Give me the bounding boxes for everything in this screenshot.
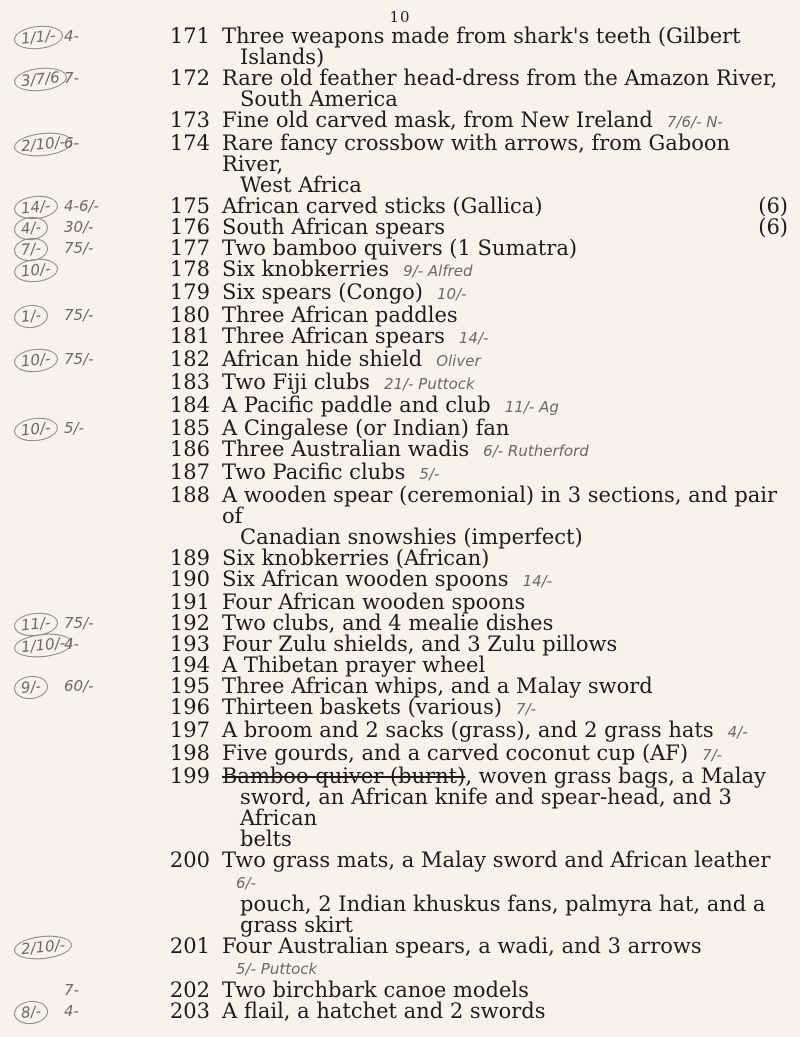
margin-note: 1/- [13, 303, 49, 329]
lot-number: 174 [169, 131, 210, 155]
pencil-annotation: 6/- Rutherford [483, 442, 589, 460]
description-line: Fine old carved mask, from New Ireland 7/6/- N- [222, 108, 723, 132]
description-line: A flail, a hatchet and 2 swords [222, 999, 546, 1023]
lot-number: 187 [169, 460, 210, 484]
margin-note: 10/- [13, 416, 59, 443]
description-line: Four African wooden spoons [222, 590, 526, 614]
lot-entry [0, 676, 800, 697]
lot-number: 171 [169, 24, 210, 48]
lot-number: 196 [169, 695, 210, 719]
description-line: Six knobkerries (African) [222, 546, 490, 570]
pencil-annotation: 14/- [458, 329, 489, 347]
lot-description [222, 259, 792, 282]
lot-number: 181 [169, 324, 210, 348]
description-line: Rare fancy crossbow with arrows, from Gaboon River, [222, 131, 731, 176]
pencil-annotation: Oliver [436, 352, 481, 370]
lot-number: 173 [169, 108, 210, 132]
lot-entry [0, 720, 800, 743]
struck-text: Bamboo quiver (burnt) [222, 764, 466, 788]
lot-number: 179 [169, 280, 210, 304]
lot-description [222, 418, 792, 439]
margin-note: 7/- [13, 236, 49, 262]
lot-description [222, 548, 792, 569]
lot-number: 185 [169, 416, 210, 440]
lot-entry [0, 133, 800, 196]
lot-description [222, 980, 792, 1001]
description-line: Two birchbark canoe models [222, 978, 529, 1002]
pencil-annotation: 7/- [702, 746, 723, 764]
lot-description [222, 676, 792, 697]
description-line: Two grass mats, a Malay sword and African leather6/- [222, 848, 771, 892]
description-line: Four Zulu shields, and 3 Zulu pillows [222, 632, 618, 656]
margin-note: 10/- [13, 257, 59, 284]
lot-number: 195 [169, 674, 210, 698]
lot-entry [0, 766, 800, 850]
pencil-annotation: 7/6/- N- [666, 113, 723, 131]
lot-entry [0, 217, 800, 238]
lot-entry [0, 569, 800, 592]
lot-entry [0, 439, 800, 462]
lot-entry [0, 326, 800, 349]
lot-entry [0, 743, 800, 766]
quantity: (6) [758, 215, 788, 239]
lot-description [222, 592, 792, 613]
lot-number: 193 [169, 632, 210, 656]
lot-number: 175 [169, 194, 210, 218]
lot-description [222, 238, 792, 259]
lot-entry [0, 485, 800, 548]
margin-note: 4/- [13, 215, 49, 241]
lot-number: 176 [169, 215, 210, 239]
pencil-annotation: 21/- Puttock [383, 375, 475, 393]
pencil-annotation: 7/- [516, 700, 537, 718]
lot-number: 197 [169, 718, 210, 742]
description-line: African hide shield Oliver [222, 347, 481, 371]
lot-number: 189 [169, 546, 210, 570]
description-line: African carved sticks (Gallica) [222, 194, 543, 218]
description-line: Four Australian spears, a wadi, and 3 arrows5/- Puttock [222, 934, 702, 978]
lot-entry [0, 936, 800, 980]
lot-description [222, 720, 792, 743]
lot-entry [0, 372, 800, 395]
lot-entry [0, 462, 800, 485]
lot-description [222, 326, 792, 349]
lot-description [222, 850, 792, 936]
pencil-annotation: 6/- [236, 874, 257, 892]
description-line: Thirteen baskets (various) 7/- [222, 695, 537, 719]
price-mark: 7- [64, 69, 79, 87]
lot-entry [0, 634, 800, 655]
price-mark: 60/- [64, 677, 94, 695]
margin-note: 10/- [13, 347, 59, 374]
price-mark: 7- [64, 981, 79, 999]
price-mark: 6- [64, 134, 79, 152]
lot-list [0, 26, 800, 1022]
lot-number: 203 [169, 999, 210, 1023]
price-mark: 75/- [64, 614, 94, 632]
description-line: Three Australian wadis 6/- Rutherford [222, 437, 589, 461]
lot-entry [0, 980, 800, 1001]
lot-number: 201 [169, 934, 210, 958]
description-line: belts [240, 827, 292, 851]
lot-number: 178 [169, 257, 210, 281]
lot-entry [0, 68, 800, 110]
lot-number: 198 [169, 741, 210, 765]
lot-number: 191 [169, 590, 210, 614]
description-line: Two Pacific clubs 5/- [222, 460, 440, 484]
lot-number: 183 [169, 370, 210, 394]
lot-description [222, 613, 792, 634]
pencil-annotation: 11/- Ag [504, 398, 559, 416]
pencil-annotation: 5/- Puttock [236, 960, 318, 978]
price-mark: 4- [64, 27, 79, 45]
lot-entry [0, 655, 800, 676]
lot-number: 202 [169, 978, 210, 1002]
description-line: Six knobkerries 9/- Alfred [222, 257, 473, 281]
description-line: sword, an African knife and spear-head, and 3 African [240, 785, 732, 830]
lot-description [222, 743, 792, 766]
description-line: Six African wooden spoons 14/- [222, 567, 553, 591]
description-line: Three African spears 14/- [222, 324, 489, 348]
lot-description [222, 26, 792, 68]
margin-note: 14/- [13, 194, 59, 221]
lot-description [222, 217, 792, 238]
lot-entry [0, 613, 800, 634]
description-line: Five gourds, and a carved coconut cup (AF) 7/- [222, 741, 723, 765]
margin-note: 2/10/- [13, 933, 73, 962]
pencil-annotation: 14/- [522, 572, 553, 590]
lot-entry [0, 1001, 800, 1022]
lot-number: 172 [169, 66, 210, 90]
description-line: Two Fiji clubs 21/- Puttock [222, 370, 475, 394]
price-mark: 5/- [64, 419, 85, 437]
description-line: Rare old feather head-dress from the Amazon River, [222, 66, 778, 90]
description-line: Islands) [240, 45, 325, 69]
lot-description [222, 936, 792, 980]
lot-description [222, 305, 792, 326]
lot-number: 182 [169, 347, 210, 371]
lot-number: 192 [169, 611, 210, 635]
pencil-annotation: 4/- [727, 723, 748, 741]
price-mark: 4-6/- [64, 197, 99, 215]
lot-entry [0, 395, 800, 418]
description-line: grass skirt [240, 913, 353, 937]
lot-entry [0, 259, 800, 282]
description-line: West Africa [240, 173, 362, 197]
lot-number: 184 [169, 393, 210, 417]
description-line: A Thibetan prayer wheel [222, 653, 486, 677]
description-line: Three African paddles [222, 303, 458, 327]
lot-number: 200 [169, 848, 210, 872]
lot-number: 188 [169, 483, 210, 507]
lot-description [222, 1001, 792, 1022]
description-line: South America [240, 87, 398, 111]
description-line: A wooden spear (ceremonial) in 3 sections, and pair of [222, 483, 778, 528]
price-mark: 75/- [64, 350, 94, 368]
price-mark: 75/- [64, 306, 94, 324]
lot-description [222, 569, 792, 592]
lot-entry [0, 349, 800, 372]
price-mark: 30/- [64, 218, 94, 236]
lot-entry [0, 282, 800, 305]
description-line: Two clubs, and 4 mealie dishes [222, 611, 554, 635]
lot-description [222, 655, 792, 676]
margin-note: 3/7/6 [13, 65, 68, 93]
margin-note: 1/10/- [13, 631, 73, 660]
lot-entry [0, 26, 800, 68]
description-line: South African spears [222, 215, 445, 239]
margin-note: 9/- [13, 674, 49, 700]
description-line: Bamboo quiver (burnt), woven grass bags, a Malay [222, 764, 766, 788]
margin-note: 8/- [13, 999, 49, 1025]
description-line: Six spears (Congo) 10/- [222, 280, 467, 304]
description-line: Two bamboo quivers (1 Sumatra) [222, 236, 578, 260]
lot-description [222, 133, 792, 196]
pencil-annotation: 10/- [437, 285, 467, 303]
margin-note: 2/10/- [13, 130, 73, 159]
page-number: 10 [389, 8, 411, 26]
pencil-annotation: 9/- Alfred [403, 262, 473, 280]
lot-entry [0, 238, 800, 259]
lot-number: 190 [169, 567, 210, 591]
lot-entry [0, 548, 800, 569]
price-mark: 4- [64, 635, 79, 653]
description-line: A Cingalese (or Indian) fan [222, 416, 510, 440]
lot-description [222, 395, 792, 418]
description-line: A broom and 2 sacks (grass), and 2 grass hats 4/- [222, 718, 748, 742]
quantity: (6) [758, 194, 788, 218]
lot-description [222, 110, 792, 133]
lot-description [222, 196, 792, 217]
lot-description [222, 766, 792, 850]
lot-description [222, 68, 792, 110]
lot-number: 194 [169, 653, 210, 677]
price-mark: 75/- [64, 239, 94, 257]
lot-entry [0, 850, 800, 936]
lot-description [222, 485, 792, 548]
lot-description [222, 372, 792, 395]
margin-note: 1/1/- [13, 24, 64, 52]
lot-entry [0, 305, 800, 326]
price-mark: 4- [64, 1002, 79, 1020]
lot-description [222, 349, 792, 372]
lot-description [222, 439, 792, 462]
lot-entry [0, 592, 800, 613]
description-line: A Pacific paddle and club 11/- Ag [222, 393, 559, 417]
lot-entry [0, 697, 800, 720]
lot-number: 199 [169, 764, 210, 788]
lot-description [222, 634, 792, 655]
lot-entry [0, 196, 800, 217]
margin-note: 11/- [13, 611, 59, 638]
lot-entry [0, 110, 800, 133]
description-line: Three weapons made from shark's teeth (Gilbert [222, 24, 741, 48]
description-line: Canadian snowshies (imperfect) [240, 525, 583, 549]
lot-description [222, 697, 792, 720]
pencil-annotation: 5/- [419, 465, 440, 483]
lot-number: 177 [169, 236, 210, 260]
description-line: Three African whips, and a Malay sword [222, 674, 653, 698]
lot-number: 186 [169, 437, 210, 461]
lot-number: 180 [169, 303, 210, 327]
lot-entry [0, 418, 800, 439]
description-line: pouch, 2 Indian khuskus fans, palmyra hat, and a [240, 892, 766, 916]
lot-description [222, 462, 792, 485]
lot-description [222, 282, 792, 305]
